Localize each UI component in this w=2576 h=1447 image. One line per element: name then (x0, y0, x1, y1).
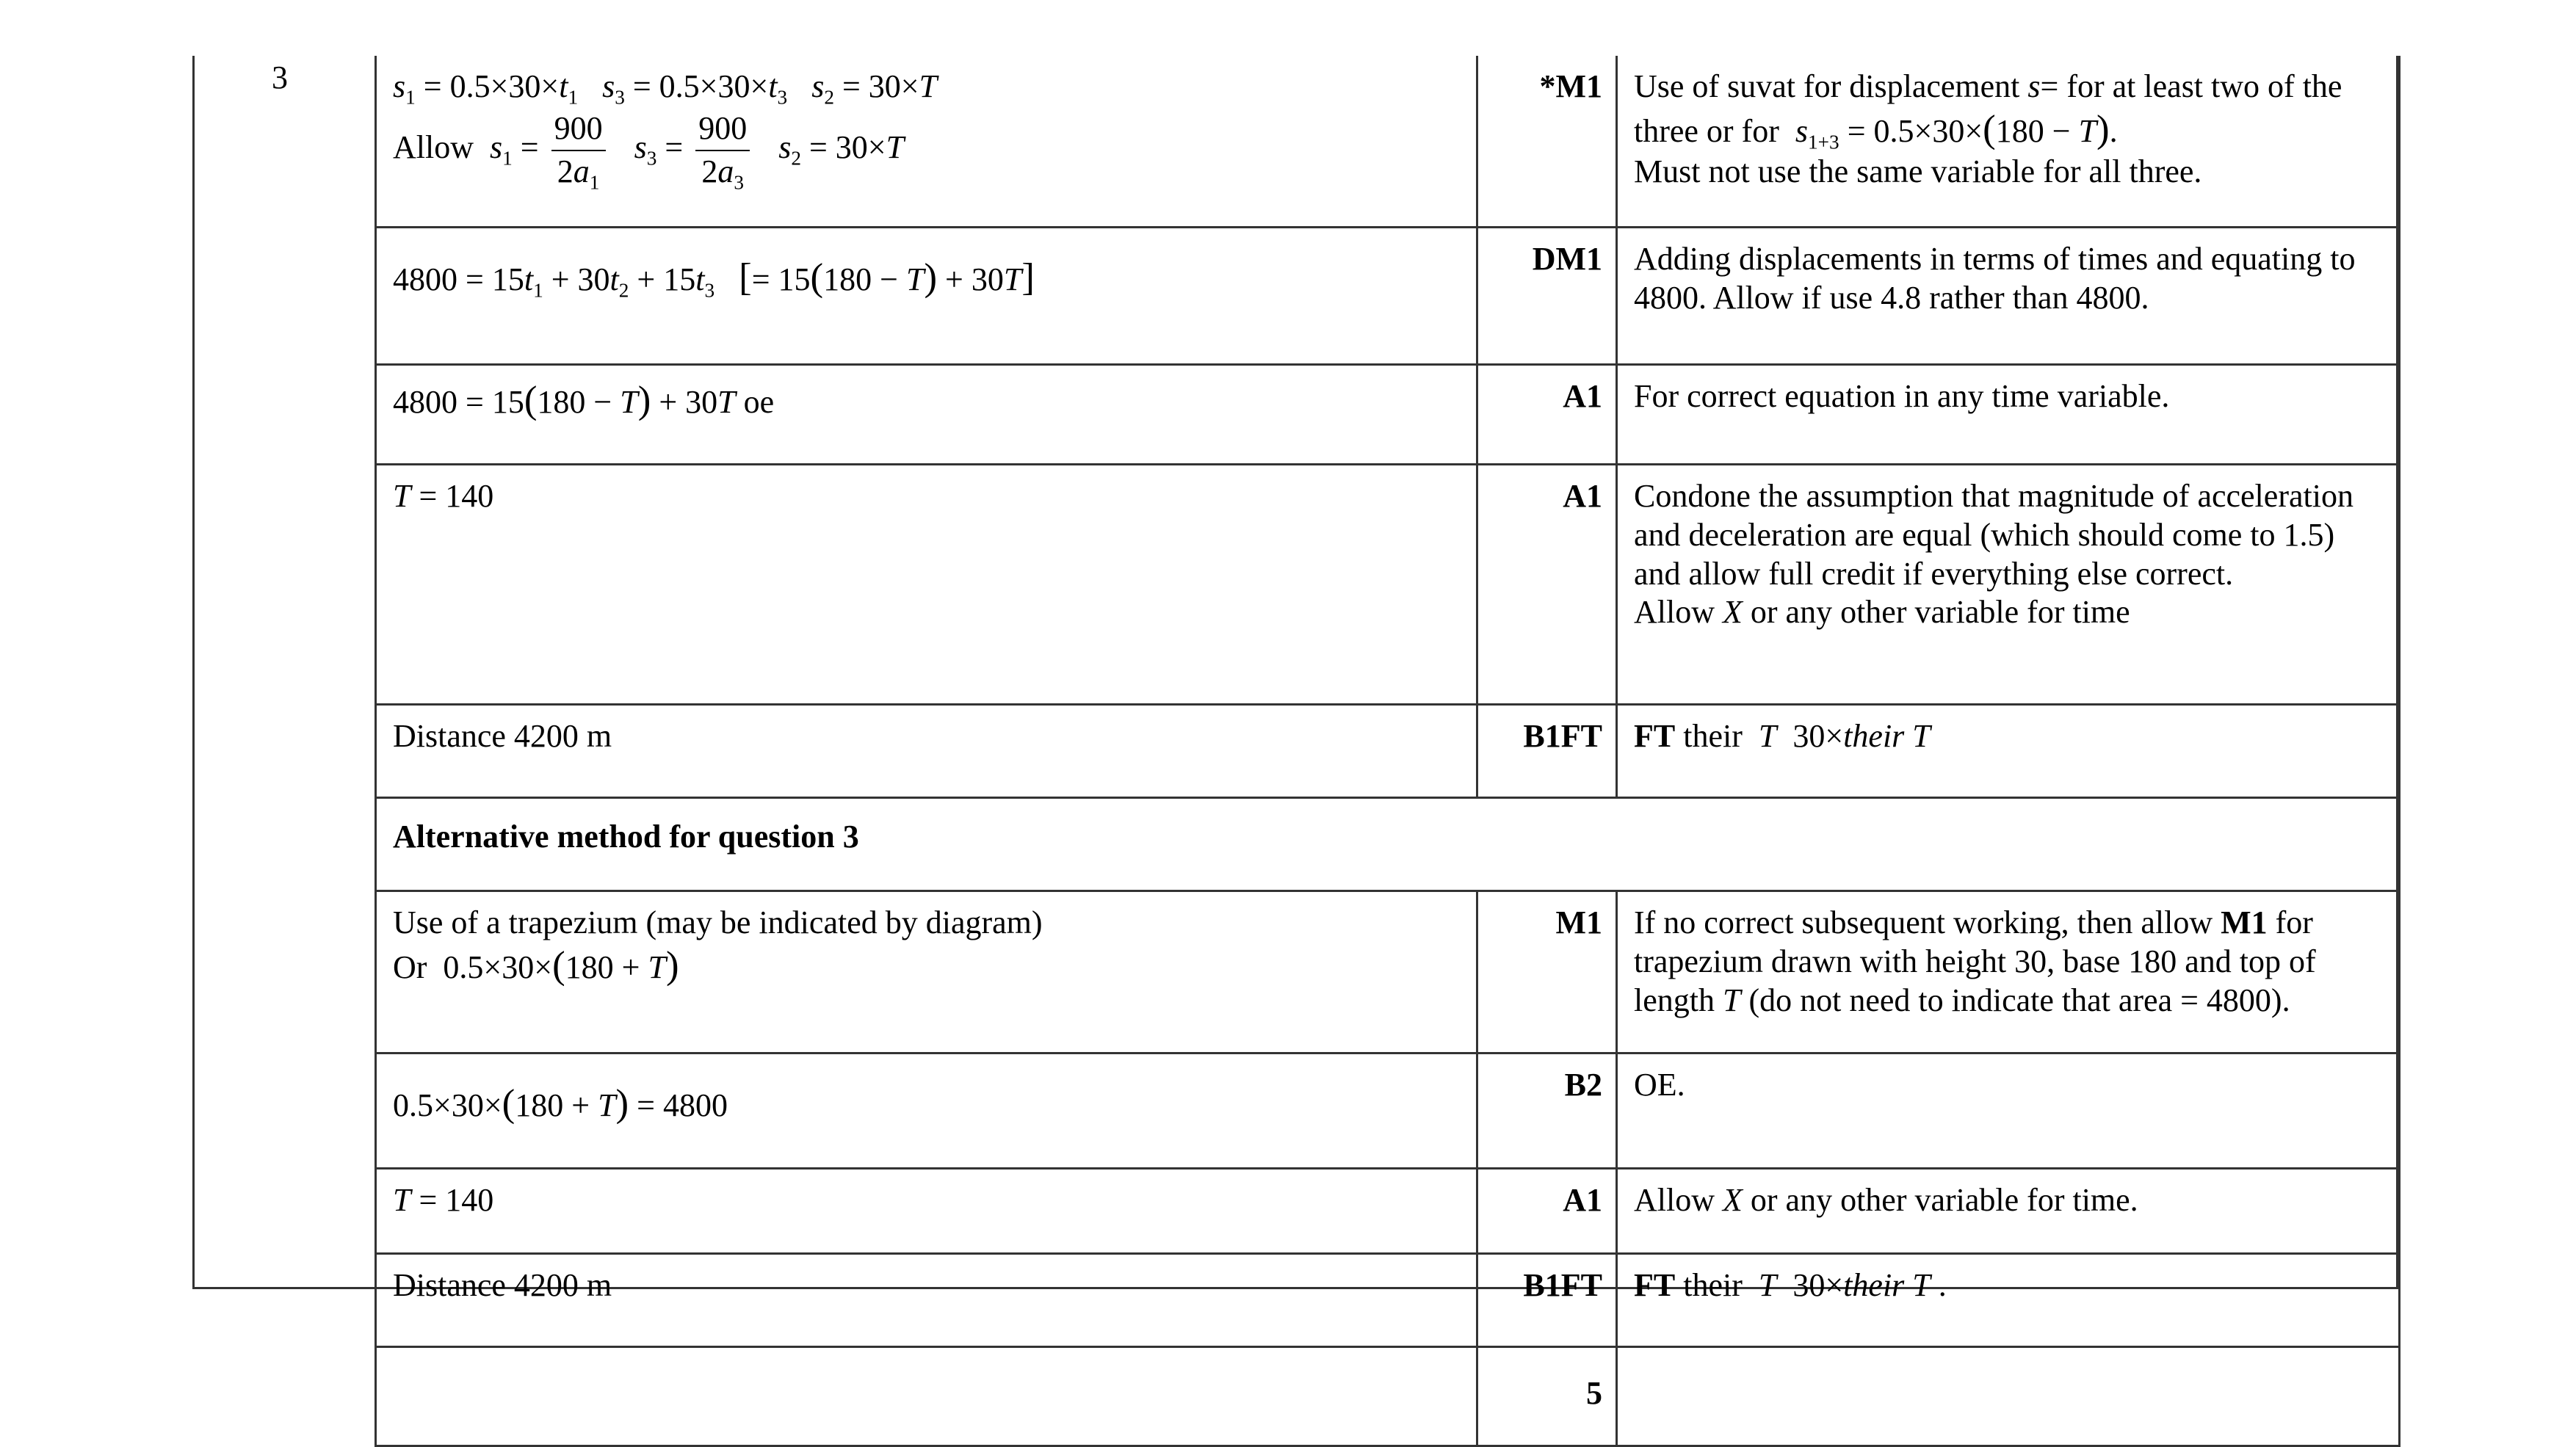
displacement-equation: $4800 = 15t_1 + 30t_2 + 15t_3$ [= 15(180 − T) + 30T] (393, 256, 1035, 302)
total-mark-cell: 5 (1477, 1347, 1617, 1446)
mark-cell: B2 (1477, 1053, 1617, 1169)
trapezium-equation: 0.5×30×(180 + T) = 4800 (393, 1082, 728, 1125)
guidance-cell: FT their T 30×their T (1617, 705, 2400, 798)
guidance-cell: FT their T 30×their T . (1617, 1254, 2400, 1347)
fraction: $\frac{900}{2a_3}$ (695, 109, 750, 192)
answer-cell (376, 1053, 1477, 1169)
suvat-equations: $s_1 = 0.5\times 30\times t_1$ $s_3 = 0.5\times 30\times t_3$ $s_2 = 30\times T$ (393, 68, 938, 109)
guidance-text: Condone the assumption that magnitude of acceleration and deceleration are equal (which should come to 1.5) and allow full credit if everything else correct. (1634, 478, 2354, 592)
table-row (376, 228, 2400, 365)
table-row (376, 798, 2400, 891)
guidance-cell: OE. (1617, 1053, 2400, 1169)
guidance-cell: Adding displacements in terms of times and equating to 4800. Allow if use 4.8 rather than 4800. (1617, 228, 2400, 365)
answer-text: Use of a trapezium (may be indicated by diagram) (393, 904, 1043, 940)
guidance-cell (1617, 1347, 2400, 1446)
mark-cell: A1 (1477, 1169, 1617, 1254)
table-row (376, 1254, 2400, 1347)
mark-cell: A1 (1477, 465, 1617, 705)
table-row (376, 1347, 2400, 1446)
guidance-text: Use of suvat for displacement (1634, 68, 2028, 104)
answer-cell: Distance 4200 m (376, 1254, 1477, 1347)
time-equation: 4800 = 15(180 − T) + 30T oe (393, 379, 775, 421)
guidance-text: Must not use the same variable for all three. (1634, 153, 2202, 190)
answer-cell (376, 228, 1477, 365)
table-row (376, 56, 2400, 228)
guidance-cell (1617, 56, 2400, 228)
mark-scheme-table (375, 56, 2400, 1447)
guidance-cell: Allow X or any other variable for time. (1617, 1169, 2400, 1254)
guidance-cell (1617, 465, 2400, 705)
allow-label: Allow (393, 128, 474, 165)
table-row (376, 891, 2400, 1053)
mark-cell: A1 (1477, 365, 1617, 465)
table-row (376, 365, 2400, 465)
mark-cell: DM1 (1477, 228, 1617, 365)
fraction: $\frac{900}{2a_1}$ (551, 109, 606, 192)
time-result: T = 140 (393, 1182, 494, 1218)
allow-equations: Allow $s_1$ = $\frac{900}{2a_1}$ $s_3$ = $\frac{900}{2a_3}$ $s_2 = 30\times T$ (393, 109, 905, 194)
mark-cell: B1FT (1477, 705, 1617, 798)
guidance-cell: For correct equation in any time variable. (1617, 365, 2400, 465)
table-row (376, 1053, 2400, 1169)
trapezium-expression: Or 0.5×30×(180 + T) (393, 943, 679, 987)
answer-cell (376, 465, 1477, 705)
guidance-variable: s (2027, 68, 2041, 104)
question-number: 3 (272, 59, 288, 95)
guidance-cell: If no correct subsequent working, then allow M1 for trapezium drawn with height 30, base 180 and top of length T (do not need to indicate that area = 4800). (1617, 891, 2400, 1053)
guidance-text: = for at least two of the three or for (1634, 68, 2342, 149)
answer-cell (376, 1347, 1477, 1446)
answer-cell: Distance 4200 m (376, 705, 1477, 798)
guidance-equation: $s_{1+3} = 0.5\times 30\times(180 - T)$. (1795, 107, 2118, 153)
mark-cell: B1FT (1477, 1254, 1617, 1347)
answer-cell (376, 365, 1477, 465)
answer-cell (376, 1169, 1477, 1254)
alternative-method-heading: Alternative method for question 3 (376, 798, 2400, 891)
mark-cell: M1 (1477, 891, 1617, 1053)
table-row (376, 1169, 2400, 1254)
answer-cell (376, 891, 1477, 1053)
answer-cell (376, 56, 1477, 228)
time-result: T = 140 (393, 478, 494, 514)
table-row (376, 705, 2400, 798)
mark-cell: *M1 (1477, 56, 1617, 228)
table-row (376, 465, 2400, 705)
guidance-allow: Allow X or any other variable for time (1634, 594, 2130, 631)
